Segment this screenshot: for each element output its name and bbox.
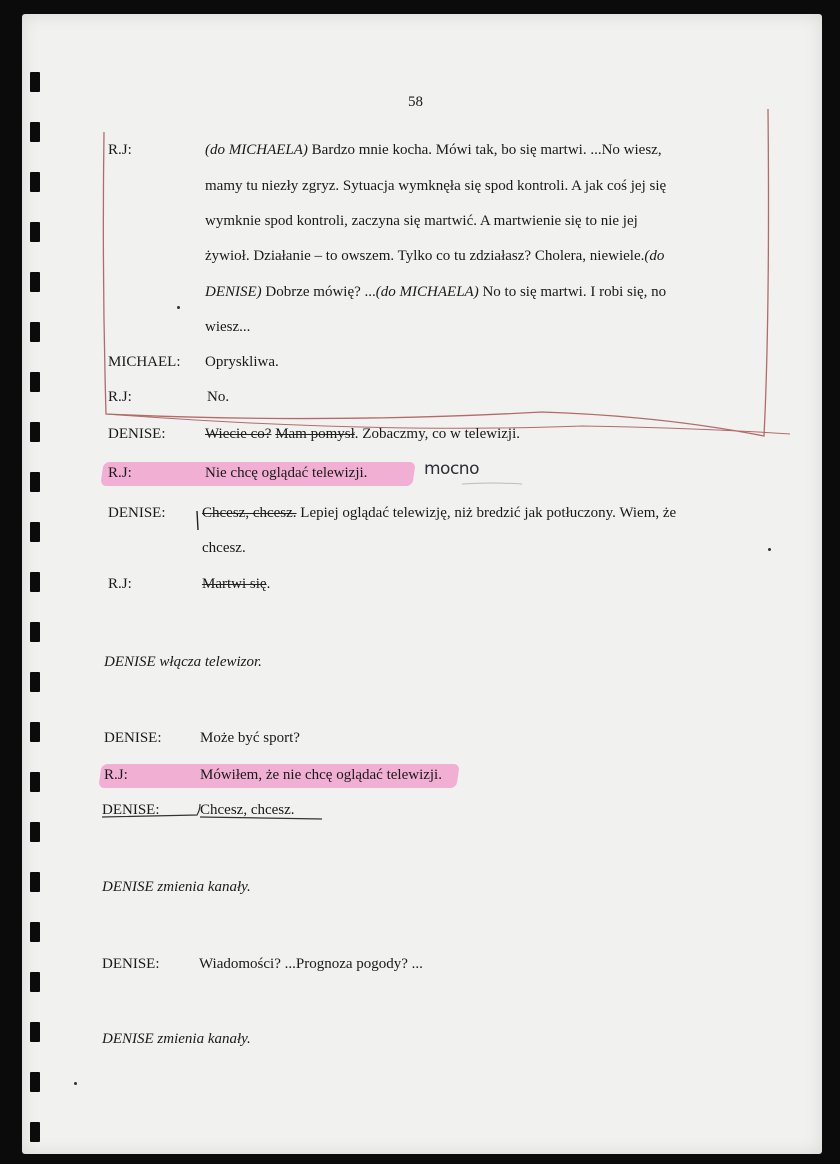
dialogue-line: Opryskliwa. [205, 354, 279, 370]
dialogue-text: Dobrze mówię? ... [261, 284, 376, 300]
ink-speck [177, 306, 180, 309]
dialogue-line: wymknie spod kontroli, zaczyna się martwić. A martwienie się to nie jej [205, 213, 638, 229]
dialogue-line [202, 574, 270, 594]
dialogue-text: No to się martwi. I robi się, no [478, 284, 667, 300]
handwritten-note: mocno [424, 459, 479, 479]
dialogue-line: Nie chcę oglądać telewizji. [205, 465, 368, 481]
dialogue-text: żywioł. Działanie – to owszem. Tylko co tu zdziałasz? Cholera, niewiele. [205, 248, 645, 264]
dialogue-line: Może być sport? [200, 730, 300, 746]
stage-direction-text: zmienia kanały. [153, 879, 251, 895]
ink-speck [768, 548, 771, 551]
speaker-rj: R.J: [108, 465, 132, 481]
ink-margin-mark [197, 511, 198, 530]
speaker-rj: R.J: [108, 576, 132, 592]
dialogue-line [205, 282, 666, 302]
stage-direction [104, 652, 262, 672]
dialogue-line: Wiadomości? ...Prognoza pogody? ... [199, 956, 423, 972]
struck-text: Wiecie co? [205, 426, 272, 442]
dialogue-text: Bardzo mnie kocha. Mówi tak, bo się martwi. ...No wiesz, [307, 142, 662, 158]
speaker-rj: R.J: [108, 389, 132, 405]
speaker-rj: R.J: [104, 767, 128, 783]
ink-speck [74, 1082, 77, 1085]
script-page [22, 14, 822, 1154]
speaker-denise: DENISE: [102, 802, 160, 818]
speaker-denise: DENISE: [108, 505, 166, 521]
dialogue-line [202, 503, 676, 523]
speaker-denise: DENISE: [108, 426, 166, 442]
stage-direction [102, 1029, 251, 1049]
struck-text: Chcesz, chcesz. [202, 505, 297, 521]
speaker-rj: R.J: [108, 142, 132, 158]
character-name: DENISE [102, 879, 154, 895]
character-name: DENISE [102, 1031, 154, 1047]
dialogue-line [205, 424, 520, 444]
stage-direction: (do MICHAELA) [205, 142, 308, 158]
dialogue-line: chcesz. [202, 540, 246, 556]
character-name: DENISE [104, 654, 156, 670]
dialogue-line: Chcesz, chcesz. [200, 802, 295, 818]
speaker-denise: DENISE: [102, 956, 160, 972]
struck-text: Mam pomysł [275, 426, 355, 442]
stage-direction: (do [644, 248, 665, 264]
dialogue-text: Lepiej oglądać telewizję, niż bredzić jak potłuczony. Wiem, że [296, 505, 677, 521]
stage-direction: (do MICHAELA) [375, 284, 479, 300]
dialogue-line: No. [207, 389, 230, 405]
page-number: 58 [408, 94, 423, 110]
speaker-michael: MICHAEL: [108, 354, 181, 370]
dialogue-line: wiesz... [205, 319, 251, 335]
dialogue-text: . [266, 576, 271, 592]
speaker-denise: DENISE: [104, 730, 162, 746]
struck-text: Martwi się [202, 576, 267, 592]
pencil-arrow [462, 483, 522, 484]
stage-direction: DENISE) [205, 284, 262, 300]
stage-direction-text: zmienia kanały. [153, 1031, 251, 1047]
dialogue-line [205, 140, 662, 160]
dialogue-line [205, 246, 664, 266]
dialogue-line: Mówiłem, że nie chcę oglądać telewizji. [200, 767, 442, 783]
dialogue-text: . Zobaczmy, co w telewizji. [354, 426, 520, 442]
dialogue-line: mamy tu niezły zgryz. Sytuacja wymknęła się spod kontroli. A jak coś jej się [205, 178, 667, 194]
stage-direction-text: włącza telewizor. [155, 654, 262, 670]
stage-direction [102, 877, 251, 897]
